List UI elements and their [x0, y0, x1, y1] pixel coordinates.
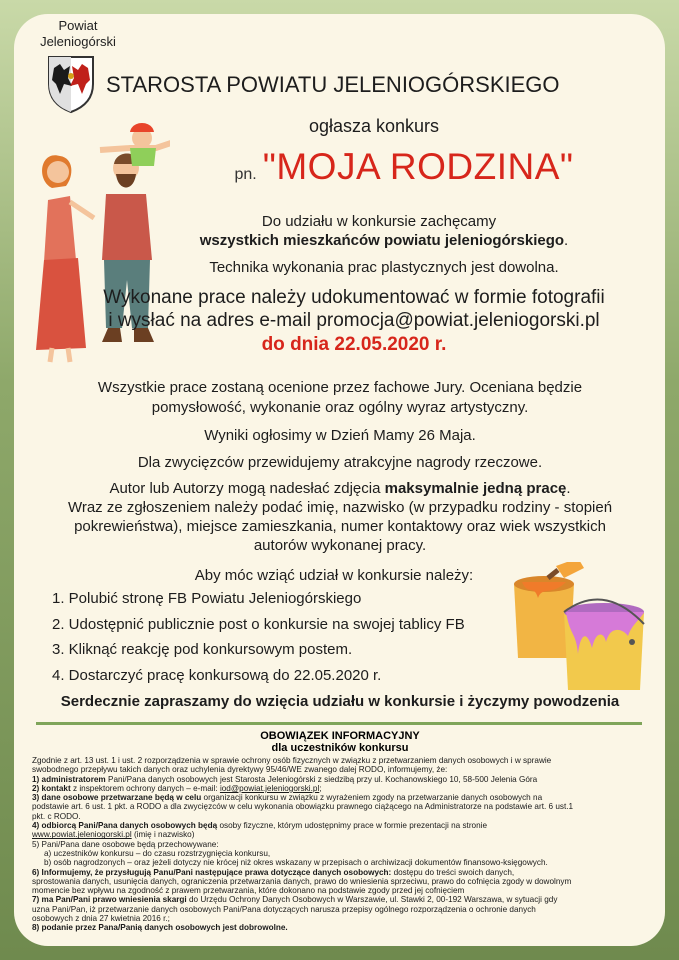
list-item: 3. Kliknąć reakcję pod konkursowym postem.	[52, 641, 353, 658]
notice-item-6-cont: sprostowania danych, usunięcia danych, ograniczenia przetwarzania danych, prawo do wniesienia sprzeciwu, prawo do cofnięcia zgody w dowolnym	[32, 876, 572, 886]
notice-item-5b: b) osób nagrodzonych – oraz jeżeli dotyczy nie krócej niż okres wskazany w przepisach o archiwizacji dokumentów finansowo-księgowych.	[44, 858, 548, 868]
invite-line1: Do udziału w konkursie zachęcamy	[261, 213, 497, 230]
county-website-link[interactable]: www.powiat.jeleniogorski.pl	[32, 830, 132, 840]
notice-item-3	[32, 793, 650, 802]
district-line1: Powiat	[58, 18, 98, 33]
district-label	[28, 18, 128, 50]
requirements-title: Aby móc wziąć udział w konkursie należy:	[194, 567, 474, 584]
notice-item-6-label: 6) Informujemy, że przysługują Panu/Pani następujące prawa dotyczące danych osobowych:	[32, 867, 392, 877]
coat-of-arms-icon	[46, 54, 96, 114]
notice-item-2-label: 2) kontakt	[32, 783, 71, 793]
notice-item-7-label: 7) ma Pan/Pani prawo wniesienia skargi	[32, 895, 187, 905]
notice-item-7-text: do Urzędu Ochrony Danych Osobowych w Warszawie, ul. Stawki 2, 00-192 Warszawa, w sytuacji gdy	[186, 895, 558, 905]
notice-item-1-text: Pani/Pana danych osobowych jest Starosta Jeleniogórski z siedzibą przy ul. Kochanowskiego 10, 58-500 Jelenia Góra	[105, 774, 538, 784]
notice-intro-1: Zgodnie z art. 13 ust. 1 i ust. 2 rozporządzenia w sprawie ochrony osób fizycznych w związku z przetwarzaniem danych osobowych i w sprawie	[32, 756, 552, 765]
notice-item-7	[32, 895, 650, 904]
notice-intro-2: swobodnego przepływu takich danych oraz uchylenia dyrektywy 95/46/WE zwanego dalej RODO, informujemy, że:	[32, 765, 448, 775]
list-item: 1. Polubić stronę FB Powiatu Jeleniogórskiego	[52, 590, 362, 607]
details-line3: autorów wykonanej pracy.	[253, 537, 427, 554]
notice-item-4-text: osoby fizyczne, którym udostępnimy prace w formie prezentacji na stronie	[217, 821, 488, 831]
photos-rule-post: .	[566, 480, 571, 497]
photos-rule-pre: Autor lub Autorzy mogą nadesłać zdjęcia	[109, 480, 385, 497]
notice-item-8	[32, 923, 650, 932]
notice-item-7-cont2: osobowych z dnia 27 kwietnia 2016 r.;	[32, 914, 170, 924]
contest-title	[154, 146, 654, 188]
iod-email-link[interactable]: iod@powiat.jeleniogorski.pl	[219, 783, 320, 793]
invite-audience: wszystkich mieszkańców powiatu jeleniogórskiego	[199, 232, 565, 249]
notice-item-7-cont: uzna Pani/Pan, iż przetwarzanie danych osobowych Pani/Pana dotyczących narusza przepisy ogólnego rozporządzenia o ochronie danych	[32, 904, 536, 914]
jury-line2: pomysłowość, wykonanie oraz ogólny wyraz artystyczny.	[151, 399, 529, 416]
contest-name: "MOJA RODZINA"	[262, 146, 574, 187]
notice-item-6-text: dostępu do treści swoich danych,	[391, 867, 515, 877]
info-subtitle: dla uczestników konkursu	[271, 742, 409, 754]
notice-item-2	[32, 784, 650, 793]
invite-line2	[124, 231, 644, 250]
notice-item-4-end: (imię i nazwisko)	[131, 830, 195, 840]
technique-text: Technika wykonania prac plastycznych jest dowolna.	[209, 259, 559, 276]
details-line2: pokrewieństwa), miejsce zamieszkania, numer kontaktowy oraz wiek wszystkich	[74, 518, 606, 535]
notice-item-3-text: organizacji konkursu w związku z wyrażeniem zgody na przetwarzanie danych osobowych na	[201, 793, 543, 803]
info-title: OBOWIĄZEK INFORMACYJNY	[260, 730, 420, 742]
pn-prefix: pn.	[234, 166, 257, 183]
notice-item-2-end: ;	[319, 783, 322, 793]
announces-text: ogłasza konkurs	[308, 116, 440, 136]
notice-item-3-cont: podstawie art. 6 ust. 1 pkt. a RODO a dla zwycięzców w celu wykonania obowiązku prawnego ciążącego na Administratorze na podstawie art. 6 ust.1	[32, 802, 574, 812]
paint-cans-illustration	[508, 562, 648, 694]
photos-rule	[34, 479, 646, 498]
photos-rule-bold: maksymalnie jedną pracę	[384, 480, 567, 497]
notice-item-3-label: 3) dane osobowe przetwarzane będą w celu	[32, 793, 202, 803]
notice-item-4-label: 4) odbiorcą Pani/Pana danych osobowych będą	[32, 821, 218, 831]
closing-invitation: Serdecznie zapraszamy do wzięcia udziału w konkursie i życzymy powodzenia	[60, 693, 620, 710]
details-line1: Wraz ze zgłoszeniem należy podać imię, nazwisko (w przypadku rodziny - stopień	[67, 499, 613, 516]
prizes-text: Dla zwycięzców przewidujemy atrakcyjne nagrody rzeczowe.	[137, 454, 543, 471]
notice-item-3-cont2: pkt. c RODO.	[32, 811, 81, 821]
submission-details	[34, 498, 646, 555]
notice-item-8-label: 8) podanie przez Pana/Panią danych osobowych jest dobrowolne.	[32, 923, 288, 933]
submission-line2: i wysłać na adres e-mail promocja@powiat.jeleniogorski.pl	[108, 310, 600, 331]
issuer-heading: STAROSTA POWIATU JELENIOGÓRSKIEGO	[106, 72, 560, 97]
district-line2: Jeleniogórski	[40, 34, 116, 49]
notice-item-5a: a) uczestników konkursu – do czasu rozstrzygnięcia konkursu,	[44, 848, 271, 858]
notice-item-6	[32, 868, 650, 877]
results-text: Wyniki ogłosimy w Dzień Mamy 26 Maja.	[204, 427, 476, 444]
requirements-list	[52, 589, 522, 691]
notice-item-6-cont2: momencie bez wpływu na zgodność z prawem przetwarzania, które dokonano na podstawie zgody przed jej cofnięciem	[32, 886, 465, 896]
gdpr-notice	[32, 756, 650, 933]
submission-line1: Wykonane prace należy udokumentować w formie fotografii	[103, 287, 605, 308]
notice-item-2-text: z inspektorem ochrony danych – e-mail:	[70, 783, 220, 793]
jury-line1: Wszystkie prace zostaną ocenione przez fachowe Jury. Oceniana będzie	[97, 379, 583, 396]
list-item: 2. Udostępnić publicznie post o konkursie na swojej tablicy FB	[52, 615, 465, 633]
notice-item-4	[32, 821, 650, 830]
notice-item-5: 5) Pani/Pana dane osobowe będą przechowywane:	[32, 839, 219, 849]
invite-end: .	[564, 232, 569, 249]
notice-item-1-label: 1) administratorem	[32, 774, 106, 784]
poster-card	[14, 14, 665, 946]
list-item: 4. Dostarczyć pracę konkursową do 22.05.2020 r.	[52, 666, 382, 684]
deadline-text: do dnia 22.05.2020 r.	[261, 334, 447, 355]
notice-item-1	[32, 775, 650, 784]
notice-item-4-cont	[32, 830, 650, 839]
section-divider	[36, 722, 642, 725]
